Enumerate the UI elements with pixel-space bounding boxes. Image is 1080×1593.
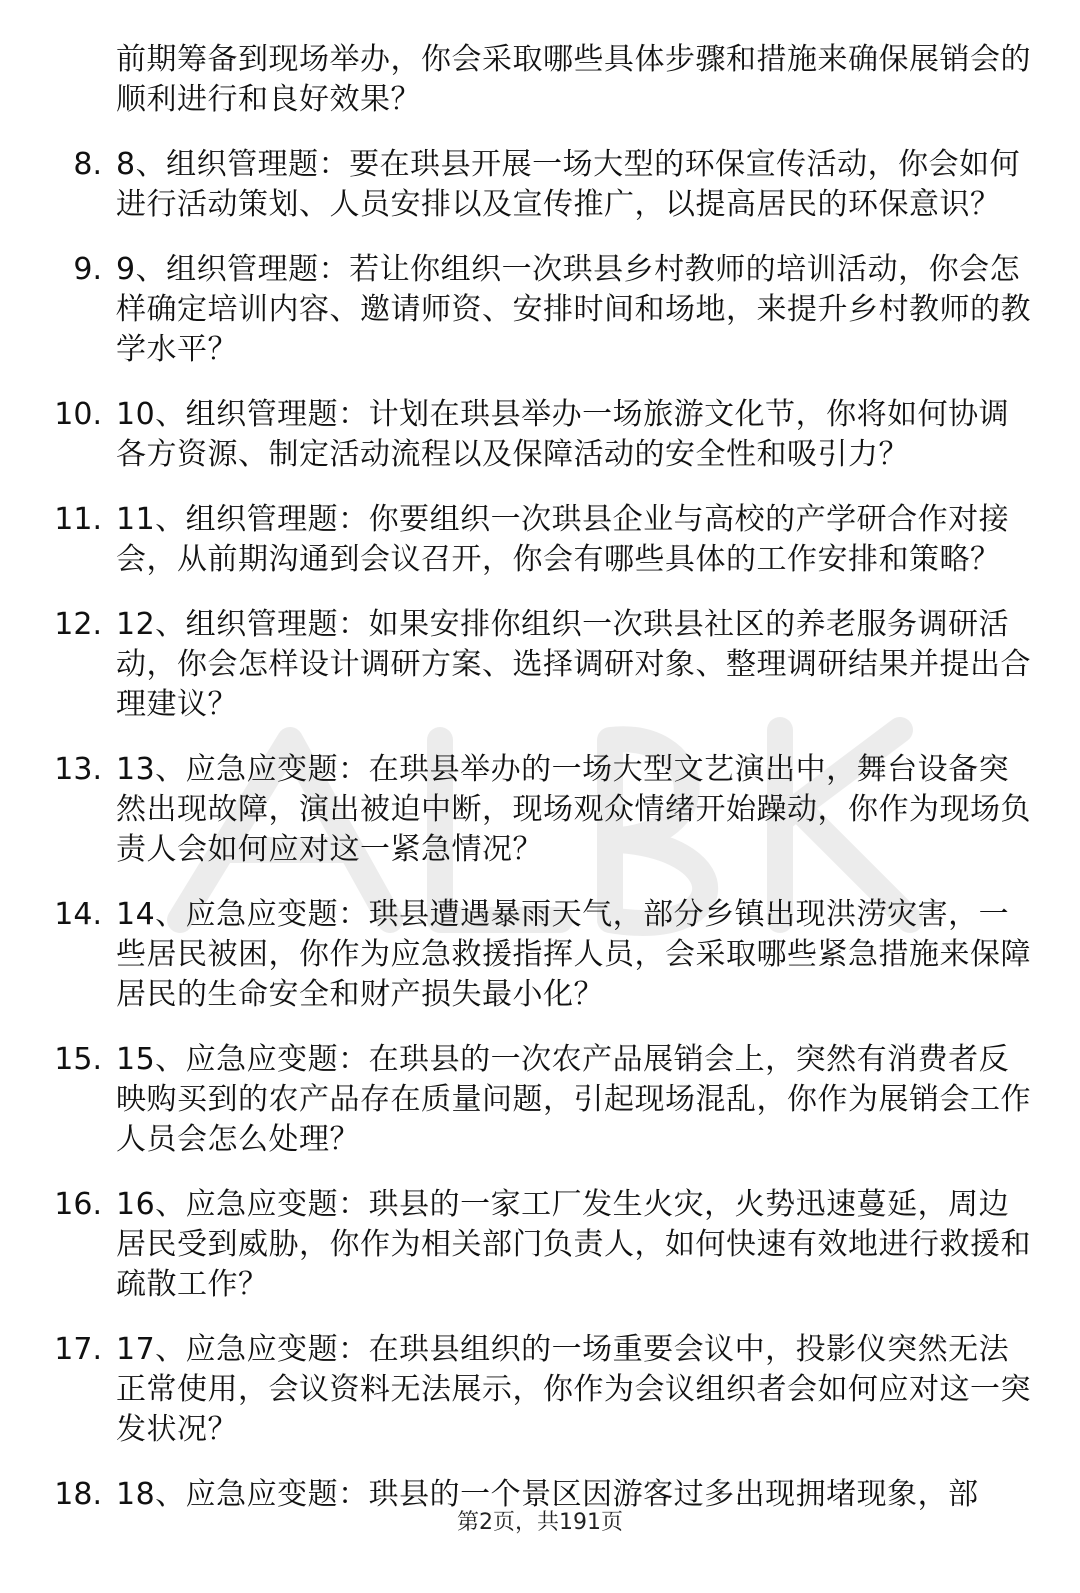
list-item (0, 145, 1080, 225)
list-item (0, 1040, 1080, 1160)
list-number: 9. (73, 252, 102, 287)
list-number: 13. (54, 752, 102, 787)
question-text: 18、应急应变题：珙县的一个景区因游客过多出现拥堵现象，部 (116, 1477, 979, 1512)
question-text: 14、应急应变题：珙县遭遇暴雨天气，部分乡镇出现洪涝灾害，一些居民被困，你作为应急救援指挥人员，会采取哪些紧急措施来保障居民的生命安全和财产损失最小化？ (116, 897, 1031, 1012)
list-number: 18. (54, 1477, 102, 1512)
page-footer: 第2页，共191页 (457, 1510, 623, 1535)
list-number: 12. (54, 607, 102, 642)
list-number: 16. (54, 1187, 102, 1222)
list-number: 15. (54, 1042, 102, 1077)
question-text: 17、应急应变题：在珙县组织的一场重要会议中，投影仪突然无法正常使用，会议资料无法展示，你作为会议组织者会如何应对这一突发状况？ (116, 1332, 1031, 1447)
list-item (0, 395, 1080, 475)
question-list (0, 40, 1080, 1515)
list-item (0, 500, 1080, 580)
question-text: 15、应急应变题：在珙县的一次农产品展销会上，突然有消费者反映购买到的农产品存在质量问题，引起现场混乱，你作为展销会工作人员会怎么处理？ (116, 1042, 1031, 1157)
list-number: 10. (54, 397, 102, 432)
question-text: 12、组织管理题：如果安排你组织一次珙县社区的养老服务调研活动，你会怎样设计调研方案、选择调研对象、整理调研结果并提出合理建议？ (116, 607, 1031, 722)
list-item (0, 1185, 1080, 1305)
list-number: 14. (54, 897, 102, 932)
list-item (0, 750, 1080, 870)
list-number: 11. (54, 502, 102, 537)
list-item (0, 895, 1080, 1015)
list-number: 8. (73, 147, 102, 182)
question-text: 8、组织管理题：要在珙县开展一场大型的环保宣传活动，你会如何进行活动策划、人员安排以及宣传推广，以提高居民的环保意识？ (116, 147, 1021, 222)
question-text: 10、组织管理题：计划在珙县举办一场旅游文化节，你将如何协调各方资源、制定活动流程以及保障活动的安全性和吸引力？ (116, 397, 1010, 472)
list-number: 17. (54, 1332, 102, 1367)
continued-question-text: 前期筹备到现场举办，你会采取哪些具体步骤和措施来确保展销会的顺利进行和良好效果？ (116, 42, 1031, 117)
list-item (0, 1330, 1080, 1450)
list-item (0, 605, 1080, 725)
question-text: 13、应急应变题：在珙县举办的一场大型文艺演出中，舞台设备突然出现故障，演出被迫中断，现场观众情绪开始躁动，你作为现场负责人会如何应对这一紧急情况？ (116, 752, 1031, 867)
question-text: 16、应急应变题：珙县的一家工厂发生火灾，火势迅速蔓延，周边居民受到威胁，你作为相关部门负责人，如何快速有效地进行救援和疏散工作？ (116, 1187, 1031, 1302)
question-text: 9、组织管理题：若让你组织一次珙县乡村教师的培训活动，你会怎样确定培训内容、邀请师资、安排时间和场地，来提升乡村教师的教学水平？ (116, 252, 1031, 367)
list-item (0, 250, 1080, 370)
question-text: 11、组织管理题：你要组织一次珙县企业与高校的产学研合作对接会，从前期沟通到会议召开，你会有哪些具体的工作安排和策略？ (116, 502, 1010, 577)
